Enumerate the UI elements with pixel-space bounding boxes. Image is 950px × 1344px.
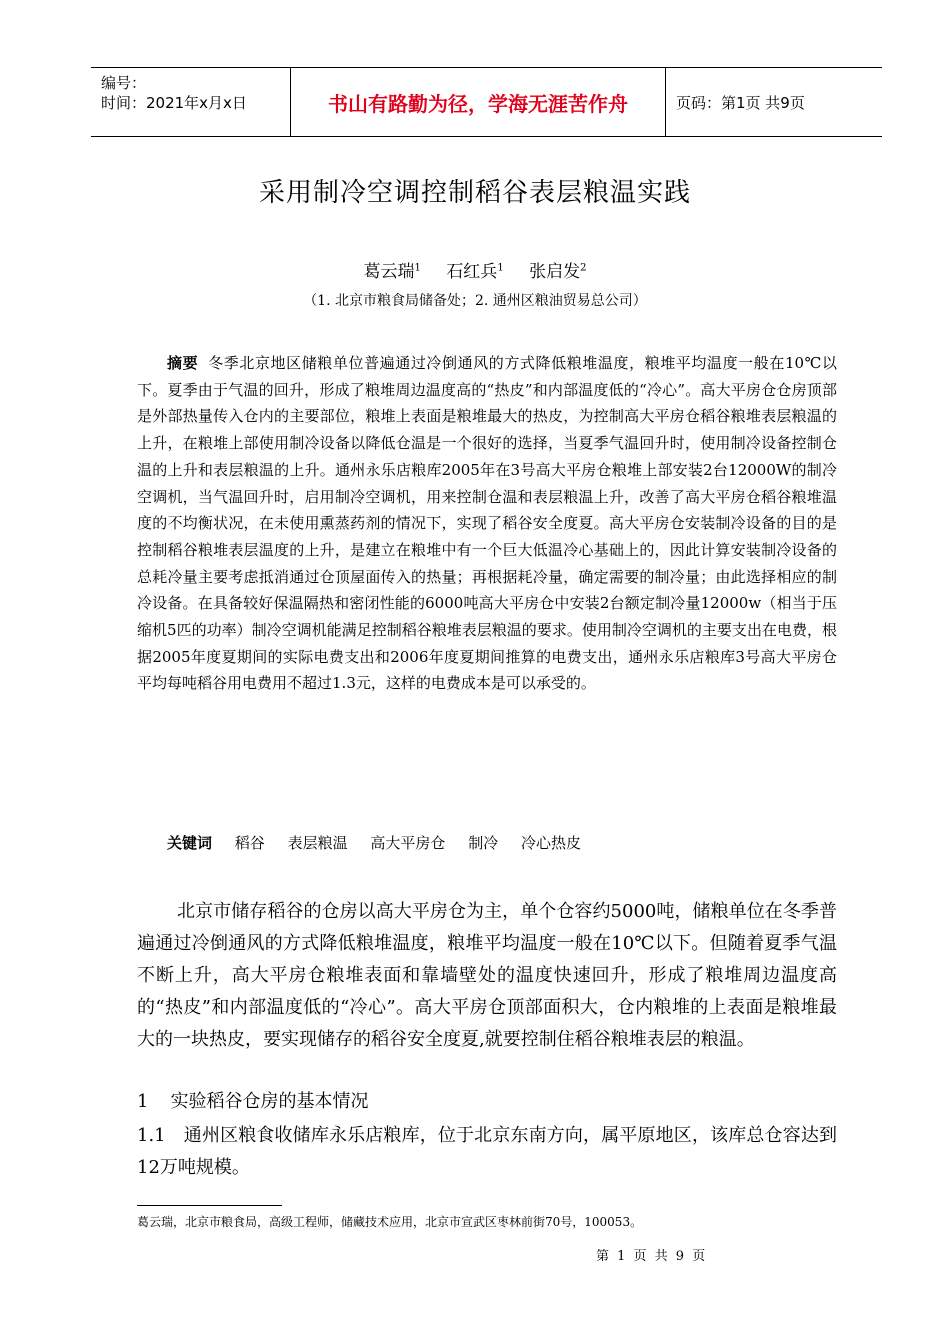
keyword: 制冷 — [468, 834, 499, 852]
keyword: 稻谷 — [234, 834, 265, 852]
footnote: 葛云瑞，北京市粮食局，高级工程师，储藏技术应用，北京市宣武区枣林前街70号，100053。 — [137, 1215, 643, 1229]
section-number: 1 — [137, 1091, 149, 1112]
footnote-rule — [137, 1205, 282, 1206]
section-title: 实验稻谷仓房的基本情况 — [170, 1091, 369, 1112]
author-list — [0, 257, 950, 282]
code-label: 编号： — [101, 74, 147, 92]
author: 葛云瑞$^1$ — [363, 262, 421, 282]
abstract — [137, 350, 837, 697]
subsection-number: 1.1 — [137, 1125, 166, 1146]
keywords — [167, 832, 599, 853]
page-title: 采用制冷空调控制稻谷表层粮温实践 — [258, 178, 691, 208]
author: 张启发$^2$ — [529, 262, 587, 282]
keywords-label: 关键词 — [167, 834, 213, 852]
time-label: 时间：2021年x月x日 — [101, 94, 247, 112]
motto: 书山有路勤为径，学海无涯苦作舟 — [291, 68, 666, 136]
page-label: 页码：第1页 共9页 — [676, 93, 805, 112]
subsection-text: 通州区粮食收储库永乐店粮库，位于北京东南方向，属平原地区，该库总仓容达到12万吨规模。 — [137, 1125, 837, 1178]
abstract-text: 冬季北京地区储粮单位普遍通过冷倒通风的方式降低粮堆温度，粮堆平均温度一般在10℃以下。夏季由于气温的回升，形成了粮堆周边温度高的“热皮”和内部温度低的“冷心”。高大平房仓仓房顶部是外部热量传入仓内的主要部位，粮堆上表面是粮堆最大的热皮，为控制高大平房仓稻谷粮堆表层粮温的上升，在粮堆上部使用制冷设备以降低仓温是一个很好的选择，当夏季气温回升时，使用制冷设备控制仓温的上升和表层粮温的上升。通州永乐店粮库2005年在3号高大平房仓粮堆上部安装2台12000W的制冷空调机，当气温回升时，启用制冷空调机，用来控制仓温和表层粮温上升，改善了高大平房仓稻谷粮堆温度的不均衡状况，在未使用熏蒸药剂的情况下，实现了稻谷安全度夏。高大平房仓安装制冷设备的目的是控制稻谷粮堆表层温度的上升，是建立在粮堆中有一个巨大低温冷心基础上的，因此计算安装制冷设备的总耗冷量主要考虑抵消通过仓顶屋面传入的热量；再根据耗冷量，确定需要的制冷量；由此选择相应的制冷设备。在具备较好保温隔热和密闭性能的6000吨高大平房仓中安装2台额定制冷量12000w（相当于压缩机5匹的功率）制冷空调机能满足控制稻谷粮堆表层粮温的要求。使用制冷空调机的主要支出在电费，根据2005年度夏期间的实际电费支出和2006年度夏期间推算的电费支出，通州永乐店粮库3号高大平房仓平均每吨稻谷用电费用不超过1.3元，这样的电费成本是可以承受的。 — [137, 354, 837, 693]
page-number: 第 1 页 共 9 页 — [596, 1249, 706, 1264]
keyword: 高大平房仓 — [370, 834, 446, 852]
header-table — [91, 67, 882, 137]
body-paragraph: 北京市储存稻谷的仓房以高大平房仓为主，单个仓容约5000吨，储粮单位在冬季普遍通过冷倒通风的方式降低粮堆温度，粮堆平均温度一般在10℃以下。但随着夏季气温不断上升，高大平房仓粮堆表面和靠墙壁处的温度快速回升，形成了粮堆周边温度高的“热皮”和内部温度低的“冷心”。高大平房仓顶部面积大，仓内粮堆的上表面是粮堆最大的一块热皮，要实现储存的稻谷安全度夏,就要控制住稻谷粮堆表层的粮温。 — [137, 901, 837, 1050]
keyword: 冷心热皮 — [520, 834, 581, 852]
author: 石红兵$^1$ — [446, 262, 504, 282]
section-heading — [137, 1087, 368, 1113]
abstract-label: 摘要 — [167, 354, 199, 372]
body-paragraph — [137, 1120, 837, 1184]
affiliation: （1. 北京市粮食局储备处；2. 通州区粮油贸易总公司） — [303, 293, 647, 309]
header-info-cell — [91, 68, 291, 136]
keyword: 表层粮温 — [287, 834, 348, 852]
